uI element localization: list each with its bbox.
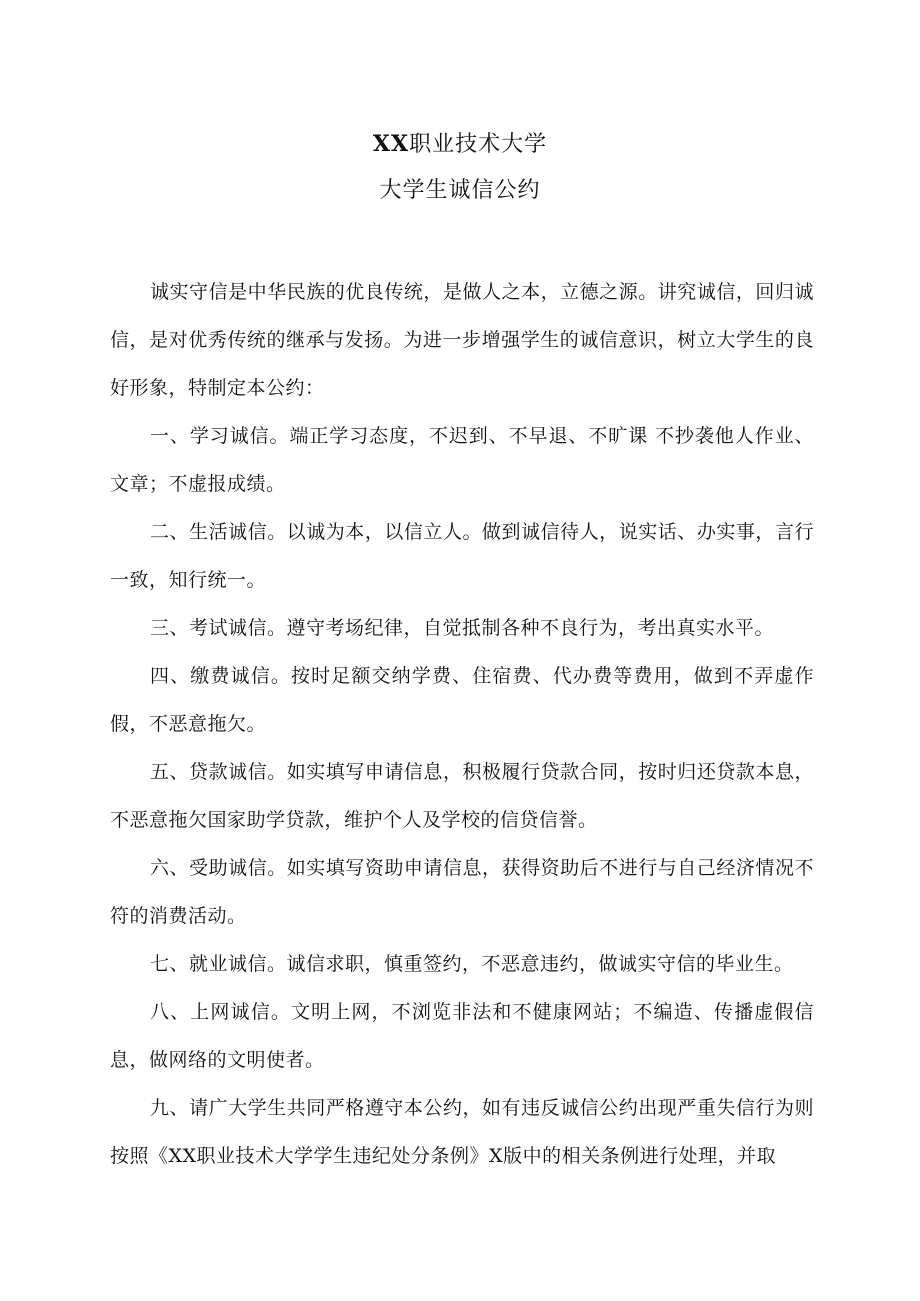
title-prefix: XX (372, 131, 410, 157)
paragraph-item-5: 五、贷款诚信。如实填写申请信息，积极履行贷款合同，按时归还贷款本息，不恶意拖欠国家助学贷款，维护个人及学校的信贷信誉。 (110, 761, 814, 831)
paragraph-item-6: 六、受助诚信。如实填写资助申请信息，获得资助后不进行与自己经济情况不符的消费活动。 (110, 857, 814, 927)
paragraph-item-2: 二、生活诚信。以诚为本，以信立人。做到诚信待人，说实话、办实事，言行一致，知行统一。 (110, 521, 814, 591)
paragraph-item-3: 三、考试诚信。遵守考场纪律，自觉抵制各种不良行为，考出真实水平。 (150, 617, 775, 639)
paragraph-item-8: 八、上网诚信。文明上网，不浏览非法和不健康网站；不编造、传播虚假信息，做网络的文明使者。 (110, 1001, 814, 1071)
document-title (0, 124, 920, 165)
title-main: 职业技术大学 (409, 132, 548, 157)
document-body (110, 268, 814, 1180)
paragraph-item-4: 四、缴费诚信。按时足额交纳学费、住宿费、代办费等费用，做到不弄虚作假，不恶意拖欠。 (110, 665, 814, 735)
paragraph-item-7: 七、就业诚信。诚信求职，慎重签约，不恶意违约，做诚实守信的毕业生。 (150, 953, 794, 975)
title-block (0, 124, 920, 211)
document-subtitle: 大学生诚信公约 (379, 178, 541, 203)
paragraph-item-9: 九、请广大学生共同严格遵守本公约，如有违反诚信公约出现严重失信行为则按照《XX职业技术大学学生违纪处分条例》X版中的相关条例进行处理，并取 (110, 1097, 814, 1167)
paragraph-intro: 诚实守信是中华民族的优良传统，是做人之本，立德之源。讲究诚信，回归诚信，是对优秀传统的继承与发扬。为进一步增强学生的诚信意识，树立大学生的良好形象，特制定本公约： (110, 281, 814, 399)
paragraph-item-1: 一、学习诚信。端正学习态度，不迟到、不早退、不旷课 不抄袭他人作业、文章；不虚报成绩。 (110, 425, 814, 495)
